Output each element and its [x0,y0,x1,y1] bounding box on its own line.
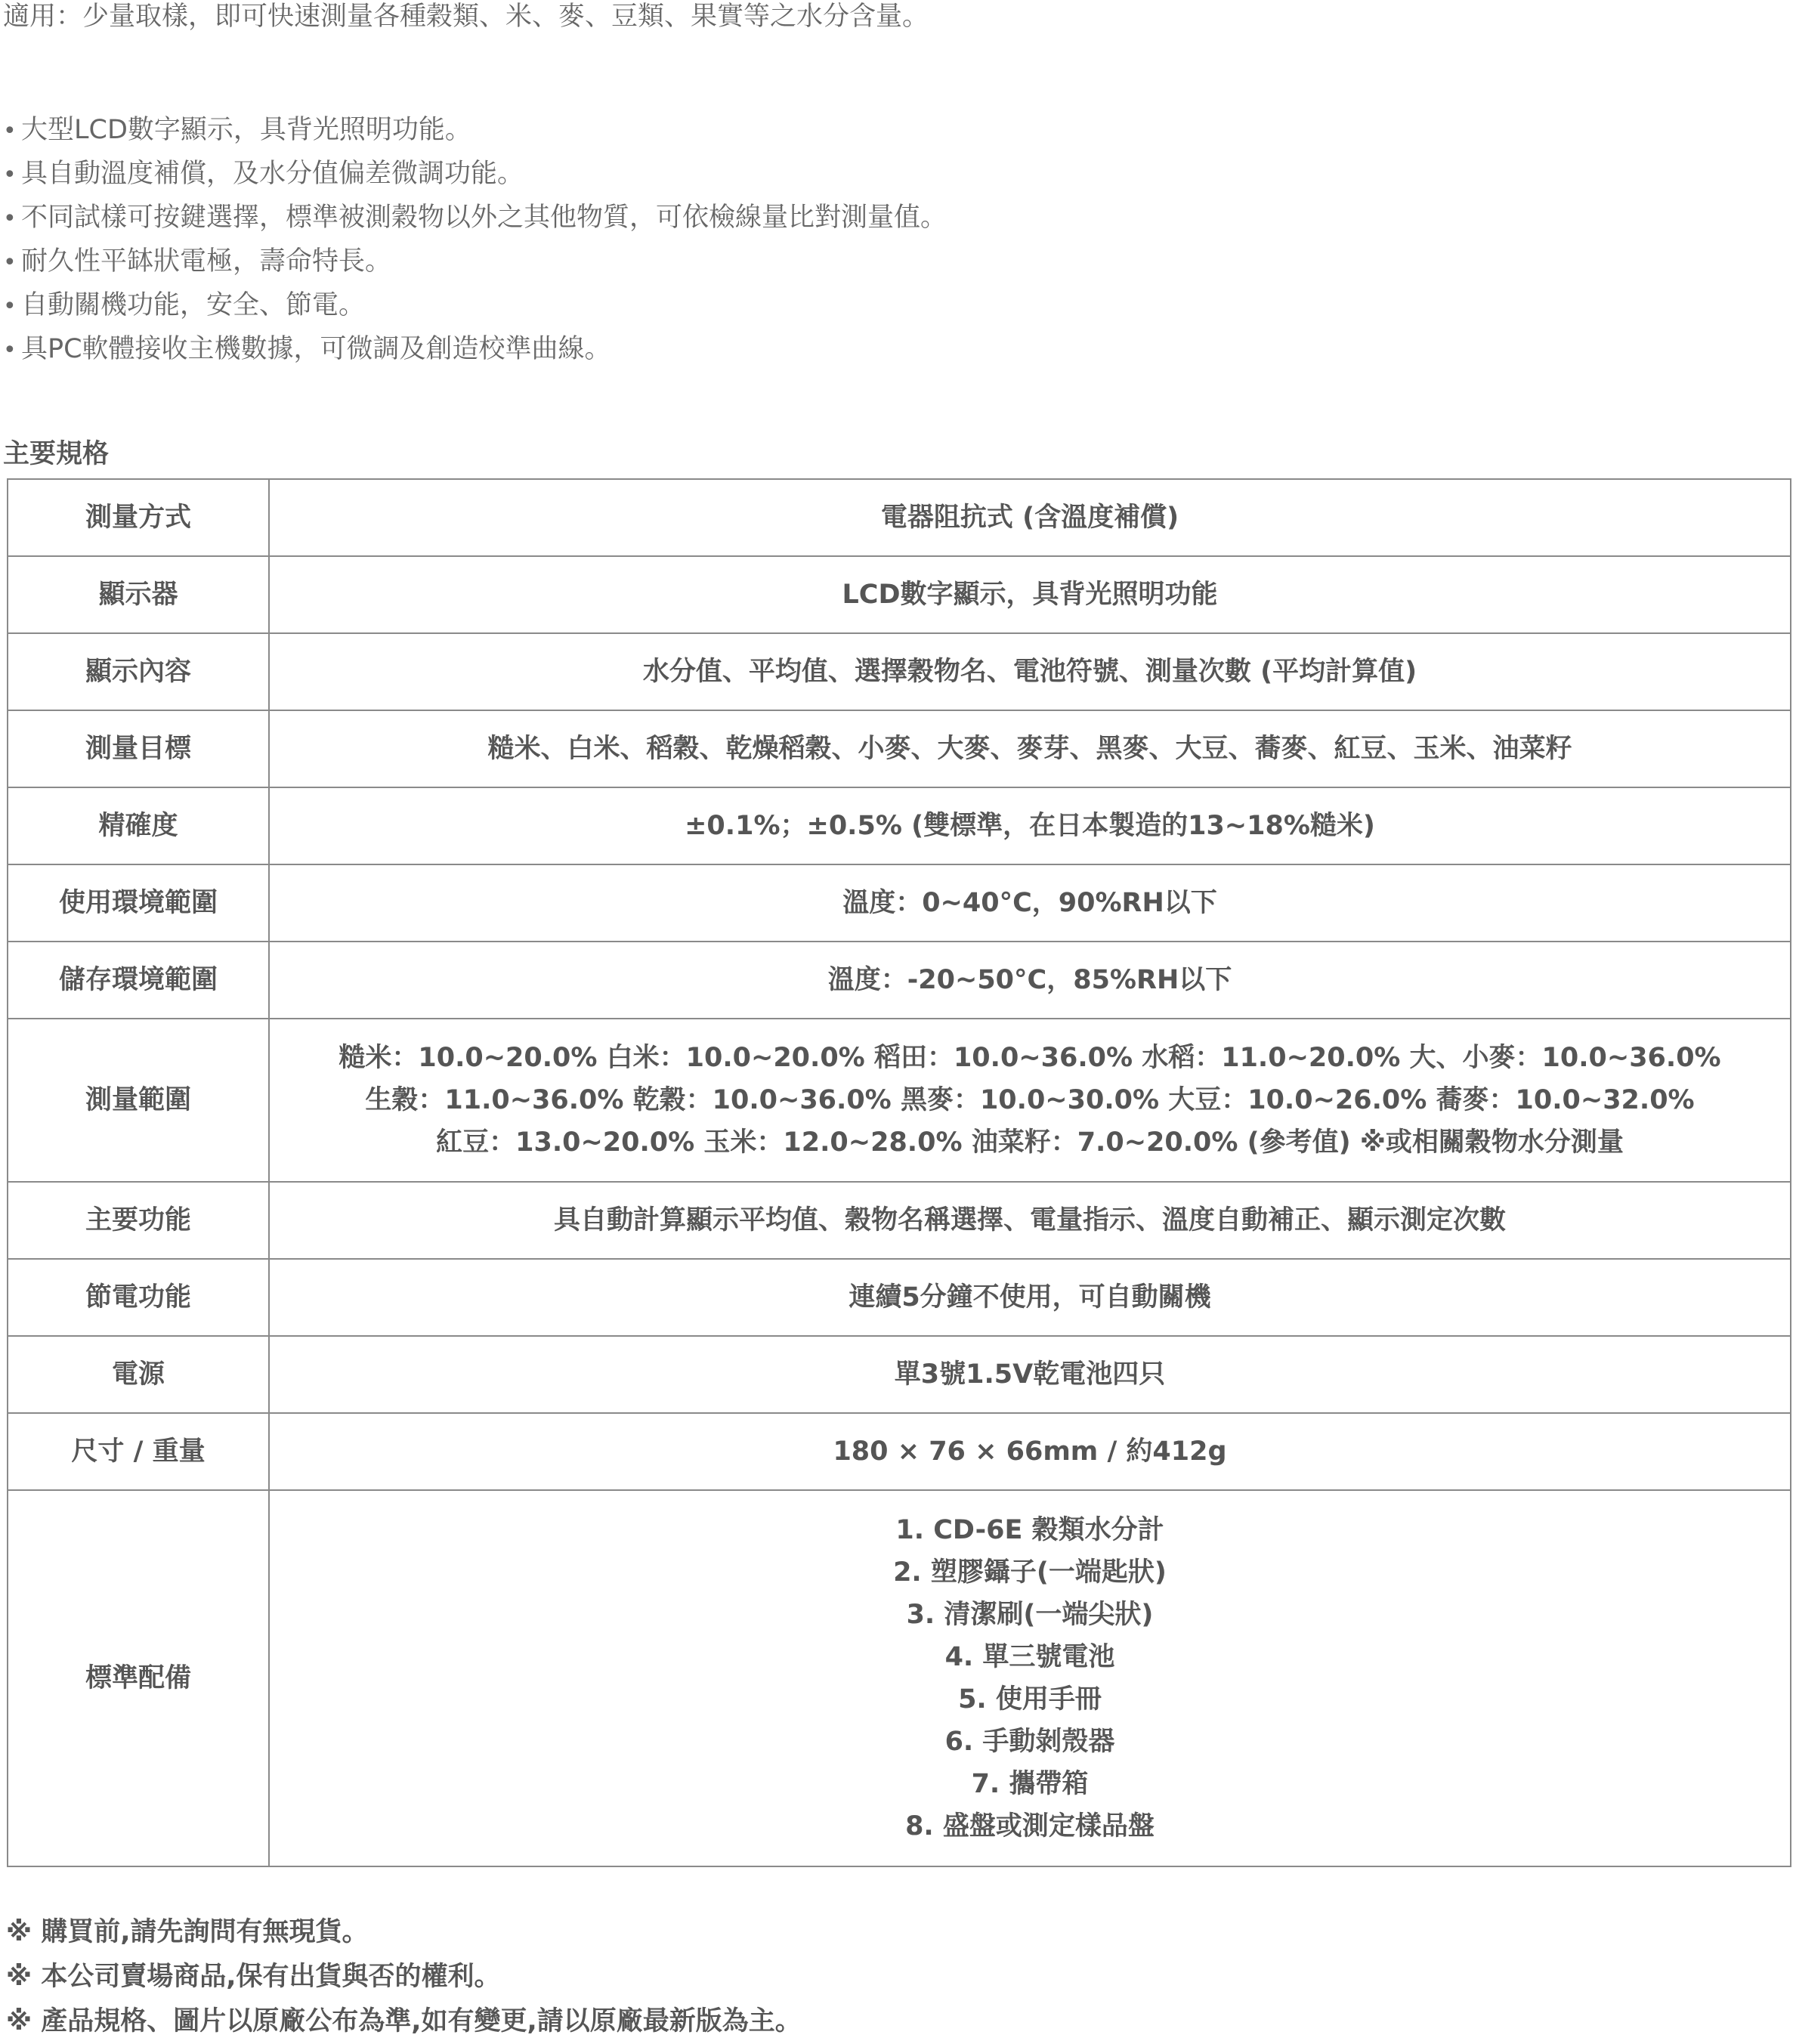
spec-row [8,1413,1791,1490]
range-line: 生穀：11.0~36.0% 乾穀：10.0~36.0% 黑麥：10.0~30.0% 大豆：10.0~26.0% 蕎麥：10.0~32.0% [365,1085,1695,1115]
spec-value: 水分值、平均值、選擇穀物名、電池符號、測量次數 (平均計算值) [269,633,1791,710]
bullet-icon: • [3,162,17,188]
bullet-icon: • [3,337,17,363]
spec-value: 溫度：-20~50°C，85%RH以下 [269,942,1791,1019]
spec-value: ±0.1%；±0.5% (雙標準，在日本製造的13~18%糙米) [269,787,1791,864]
spec-row [8,556,1791,633]
spec-row [8,710,1791,787]
feature-item [3,153,947,196]
spec-label: 儲存環境範圍 [8,942,269,1019]
bullet-icon: • [3,249,17,276]
spec-value: 糙米、白米、稻穀、乾燥稻穀、小麥、大麥、麥芽、黑麥、大豆、蕎麥、紅豆、玉米、油菜籽 [269,710,1791,787]
spec-value: 180 × 76 × 66mm / 約412g [269,1413,1791,1490]
feature-item [3,109,947,153]
feature-text: 具自動溫度補償，及水分值偏差微調功能。 [21,159,524,189]
feature-item [3,196,947,240]
feature-text: 大型LCD數字顯示，具背光照明功能。 [21,115,471,145]
feature-list [3,109,947,372]
spec-row [8,479,1791,556]
bullet-icon: • [3,293,17,320]
spec-label: 使用環境範圍 [8,864,269,942]
accessory-item: 1. CD-6E 穀類水分計 [895,1515,1164,1545]
spec-label: 測量方式 [8,479,269,556]
spec-value: 溫度：0~40°C，90%RH以下 [269,864,1791,942]
spec-row-range [8,1019,1791,1182]
accessory-item: 2. 塑膠鑷子(一端匙狀) [893,1557,1167,1588]
spec-row [8,787,1791,864]
spec-table [7,478,1791,1867]
spec-label: 節電功能 [8,1259,269,1336]
bullet-icon: • [3,118,17,144]
accessory-item: 4. 單三號電池 [944,1642,1115,1672]
usage-text: 適用：少量取樣，即可快速測量各種穀類、米、麥、豆類、果實等之水分含量。 [3,2,929,32]
spec-row [8,1182,1791,1259]
footer-note: ※ 本公司賣場商品,保有出貨與否的權利。 [6,1962,501,1992]
accessory-item: 6. 手動剝殼器 [944,1727,1115,1757]
spec-row [8,1336,1791,1413]
spec-value-range [269,1019,1791,1182]
feature-item [3,284,947,328]
footer-note: ※ 產品規格、圖片以原廠公布為準,如有變更,請以原廠最新版為主。 [6,2006,802,2036]
spec-label: 主要功能 [8,1182,269,1259]
spec-row [8,633,1791,710]
feature-text: 自動關機功能，安全、節電。 [21,290,366,320]
accessory-item: 8. 盛盤或測定樣品盤 [905,1811,1155,1841]
spec-value: 具自動計算顯示平均值、穀物名稱選擇、電量指示、溫度自動補正、顯示測定次數 [269,1182,1791,1259]
feature-text: 具PC軟體接收主機數據，可微調及創造校準曲線。 [21,334,611,364]
spec-value: 電器阻抗式 (含溫度補償) [269,479,1791,556]
feature-item [3,240,947,284]
spec-row [8,864,1791,942]
accessory-item: 3. 清潔刷(一端尖狀) [906,1600,1154,1630]
spec-label: 尺寸 / 重量 [8,1413,269,1490]
spec-label: 測量範圍 [8,1019,269,1182]
spec-label: 測量目標 [8,710,269,787]
footer-note: ※ 購買前,請先詢問有無現貨。 [6,1917,369,1947]
spec-row-accessories [8,1490,1791,1866]
footer-notes [6,1910,802,2044]
feature-text: 不同試樣可按鍵選擇，標準被測穀物以外之其他物質，可依檢線量比對測量值。 [21,203,947,233]
spec-value: LCD數字顯示，具背光照明功能 [269,556,1791,633]
feature-text: 耐久性平缽狀電極，壽命特長。 [21,246,392,277]
spec-label: 顯示器 [8,556,269,633]
spec-title: 主要規格 [3,439,110,469]
spec-label: 標準配備 [8,1490,269,1866]
bullet-icon: • [3,206,17,232]
spec-label: 顯示內容 [8,633,269,710]
range-line: 紅豆：13.0~20.0% 玉米：12.0~28.0% 油菜籽：7.0~20.0% (參考值) ※或相關穀物水分測量 [436,1127,1624,1158]
accessory-item: 5. 使用手冊 [958,1684,1102,1715]
spec-label: 精確度 [8,787,269,864]
spec-value: 單3號1.5V乾電池四只 [269,1336,1791,1413]
accessory-item: 7. 攜帶箱 [971,1769,1089,1799]
spec-value: 連續5分鐘不使用，可自動關機 [269,1259,1791,1336]
feature-item [3,328,947,372]
spec-value-accessories [269,1490,1791,1866]
spec-label: 電源 [8,1336,269,1413]
range-line: 糙米：10.0~20.0% 白米：10.0~20.0% 稻田：10.0~36.0% 水稻：11.0~20.0% 大、小麥：10.0~36.0% [338,1043,1721,1073]
spec-row [8,942,1791,1019]
spec-row [8,1259,1791,1336]
